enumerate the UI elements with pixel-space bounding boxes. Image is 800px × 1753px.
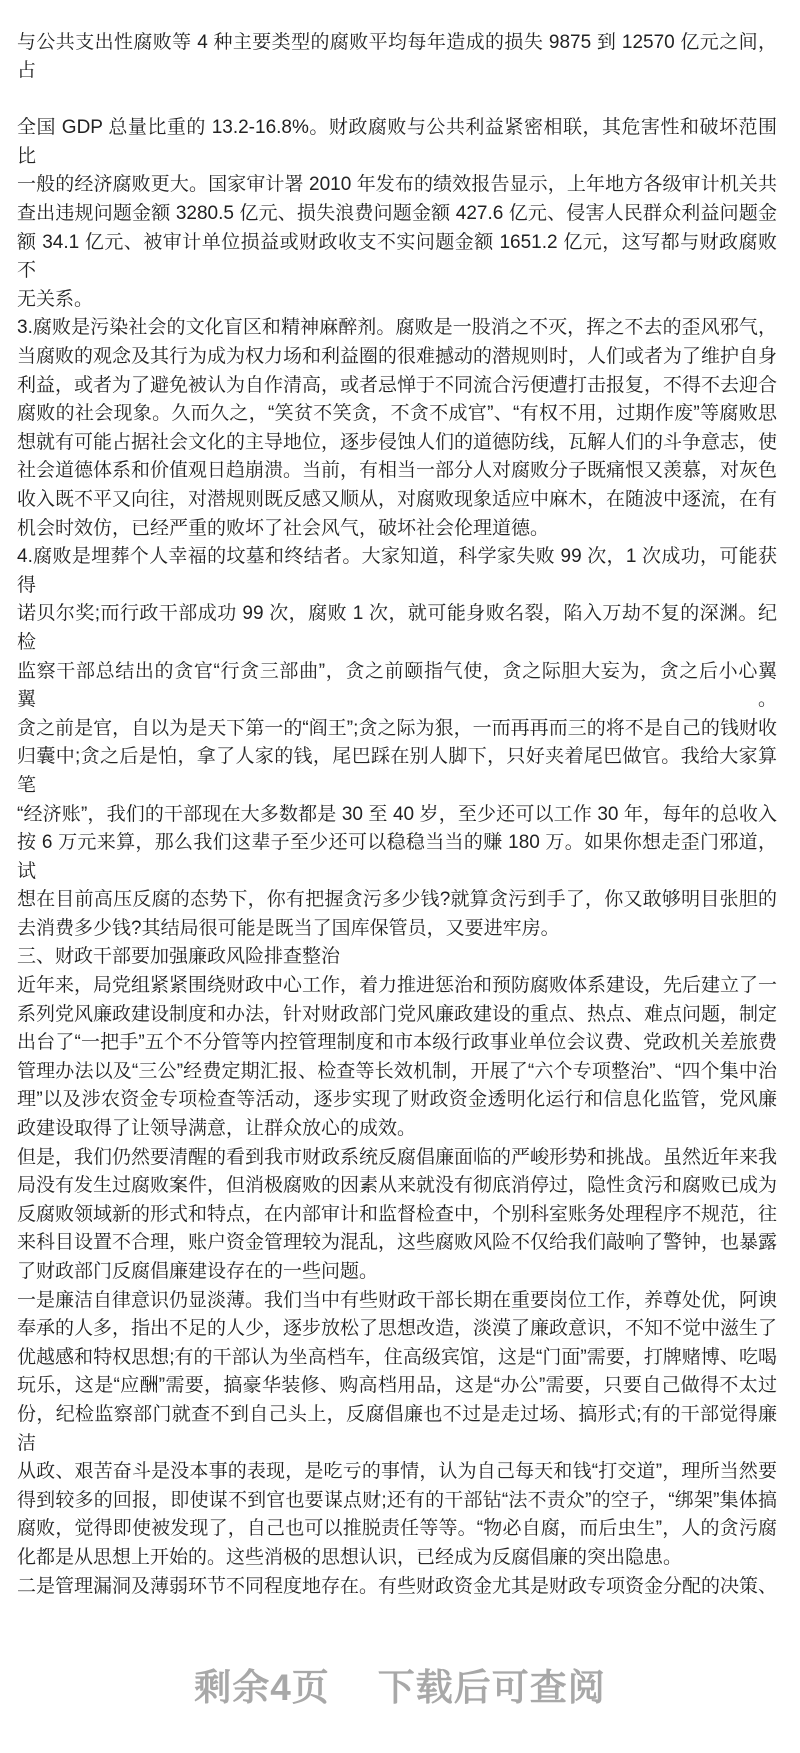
text-line: 化都是从思想上开始的。这些消极的思想认识，已经成为反腐倡廉的突出隐患。 <box>17 1546 683 1568</box>
text-line: 管理办法以及“三公”经费定期汇报、检查等长效机制，开展了“六个专项整治”、“四个集中治 <box>17 1060 777 1082</box>
paragraph <box>17 114 777 314</box>
text-line: “经济账”，我们的干部现在大多数都是 30 至 40 岁，至少还可以工作 30 年，每年的总收入 <box>17 803 777 825</box>
paragraph <box>17 1573 777 1602</box>
text-line: 利益，或者为了避免被认为自作清高，或者忌惮于不同流合污便遭打击报复，不得不去迎合 <box>17 374 778 396</box>
text-line: 想在目前高压反腐的态势下，你有把握贪污多少钱?就算贪污到手了，你又敢够明目张胆的 <box>17 889 777 911</box>
paragraph <box>17 1144 777 1287</box>
download-hint-label[interactable]: 下载后可查阅 <box>377 1667 606 1709</box>
text-line: 无关系。 <box>17 288 94 310</box>
text-line: 按 6 万元来算，那么我们这辈子至少还可以稳稳当当的赚 180 万。如果你想走歪门邪道，试 <box>17 832 777 882</box>
document-top-fragment <box>17 29 777 86</box>
section-heading <box>17 943 777 972</box>
text-line: 去消费多少钱?其结局很可能是既当了国库保管员，又要进牢房。 <box>17 917 560 939</box>
text-line: 社会道德体系和价值观日趋崩溃。当前，有相当一部分人对腐败分子既痛恨又羡慕，对灰色 <box>17 460 778 482</box>
text-line: 腐败的社会现象。久而久之，“笑贫不笑贪，不贪不成官”、“有权不用，过期作废”等腐败思 <box>17 403 777 425</box>
paragraph <box>17 314 777 543</box>
text-line: 想就有可能占据社会文化的主导地位，逐步侵蚀人们的道德防线，瓦解人们的斗争意志，使 <box>17 431 778 453</box>
text-line: 4.腐败是埋葬个人幸福的坟墓和终结者。大家知道，科学家失败 99 次，1 次成功，可能获得 <box>17 546 777 596</box>
text-line: 从政、艰苦奋斗是没本事的表现，是吃亏的事情，认为自己每天和钱“打交道”，理所当然要 <box>17 1461 777 1483</box>
text-line: 近年来，局党组紧紧围绕财政中心工作，着力推进惩治和预防腐败体系建设，先后建立了一 <box>17 975 778 997</box>
text-line: 局没有发生过腐败案件，但消极腐败的因素从来就没有彻底消停过，隐性贪污和腐败已成为 <box>17 1175 778 1197</box>
text-line: 份，纪检监察部门就查不到自己头上，反腐倡廉也不过是走过场、搞形式;有的干部觉得廉洁 <box>17 1403 777 1454</box>
text-line: 全国 GDP 总量比重的 13.2-16.8%。财政腐败与公共利益紧密相联，其危害性和破坏范围比 <box>17 117 777 167</box>
paragraph <box>17 543 777 943</box>
text-line: 奉承的人多，指出不足的人少，逐步放松了思想改造，淡漠了廉政意识，不知不觉中滋生了 <box>17 1318 778 1340</box>
text-line: 监察干部总结出的贪官“行贪三部曲”，贪之前颐指气使，贪之际胆大妄为，贪之后小心翼翼。 <box>17 660 777 711</box>
preview-limit-banner[interactable] <box>0 1663 800 1713</box>
text-line: 但是，我们仍然要清醒的看到我市财政系统反腐倡廉面临的严峻形势和挑战。虽然近年来我 <box>17 1146 778 1168</box>
text-line: 查出违规问题金额 3280.5 亿元、损失浪费问题金额 427.6 亿元、侵害人民群众利益问题金 <box>17 203 777 225</box>
text-line: 得到较多的回报，即使谋不到官也要谋点财;还有的干部钻“法不责众”的空子，“绑架”集体搞 <box>17 1489 777 1511</box>
text-line: 了财政部门反腐倡廉建设存在的一些问题。 <box>17 1261 379 1283</box>
document-body <box>17 114 777 1601</box>
text-line: 三、财政干部要加强廉政风险排查整治 <box>17 946 341 968</box>
paragraph <box>17 1287 777 1573</box>
text-line: 腐败，觉得即使被发现了，自己也可以推脱责任等等。“物必自腐，而后虫生”，人的贪污腐 <box>17 1518 777 1540</box>
text-line: 一是廉洁自律意识仍显淡薄。我们当中有些财政干部长期在重要岗位工作，养尊处优，阿谀 <box>17 1289 778 1311</box>
text-line: 收入既不平又向往，对潜规则既反感又顺从，对腐败现象适应中麻木，在随波中逐流，在有 <box>17 488 778 510</box>
text-line: 理”以及涉农资金专项检查等活动，逐步实现了财政资金透明化运行和信息化监管，党风廉 <box>17 1089 777 1111</box>
paragraph <box>17 972 777 1144</box>
text-line: 出台了“一把手”五个不分管等内控管理制度和市本级行政事业单位会议费、党政机关差旅费 <box>17 1032 777 1054</box>
text-line: 二是管理漏洞及薄弱环节不同程度地存在。有些财政资金尤其是财政专项资金分配的决策、 <box>17 1575 778 1597</box>
text-line: 诺贝尔奖;而行政干部成功 99 次，腐败 1 次，就可能身败名裂，陷入万劫不复的深渊。纪检 <box>17 603 777 653</box>
text-line: 机会时效仿，已经严重的败坏了社会风气，破坏社会伦理道德。 <box>17 517 550 539</box>
text-line: 反腐败领域新的形式和特点，在内部审计和监督检查中，个别科室账务处理程序不规范，往 <box>17 1203 778 1225</box>
text-line: 当腐败的观念及其行为成为权力场和利益圈的很难撼动的潜规则时，人们或者为了维护自身 <box>17 346 778 368</box>
remaining-pages-label: 剩余4页 <box>194 1667 330 1709</box>
text-line: 系列党风廉政建设制度和办法，针对财政部门党风廉政建设的重点、热点、难点问题，制定 <box>17 1003 778 1025</box>
text-line: 与公共支出性腐败等 4 种主要类型的腐败平均每年造成的损失 9875 到 12570 亿元之间，占 <box>17 31 777 82</box>
text-line: 来科目设置不合理，账户资金管理较为混乱，这些腐败风险不仅给我们敲响了警钟，也暴露 <box>17 1232 778 1254</box>
text-line: 一般的经济腐败更大。国家审计署 2010 年发布的绩效报告显示，上年地方各级审计机关共 <box>17 174 777 196</box>
text-line: 3.腐败是污染社会的文化盲区和精神麻醉剂。腐败是一股消之不灭，挥之不去的歪风邪气， <box>17 317 777 339</box>
text-line: 优越感和特权思想;有的干部认为坐高档车，住高级宾馆，这是“门面”需要，打牌赌博、吃喝 <box>17 1346 777 1368</box>
text-line: 额 34.1 亿元、被审计单位损益或财政收支不实问题金额 1651.2 亿元，这写都与财政腐败不 <box>17 231 777 282</box>
text-line: 贪之前是官，自以为是天下第一的“阎王”;贪之际为狠，一而再再而三的将不是自己的钱财收 <box>17 717 777 739</box>
text-line: 政建设取得了让领导满意，让群众放心的成效。 <box>17 1118 417 1140</box>
text-line: 玩乐，这是“应酬”需要，搞豪华装修、购高档用品，这是“办公”需要，只要自己做得不太过 <box>17 1375 777 1397</box>
text-line: 归囊中;贪之后是怕，拿了人家的钱，尾巴踩在别人脚下，只好夹着尾巴做官。我给大家算笔 <box>17 746 777 796</box>
